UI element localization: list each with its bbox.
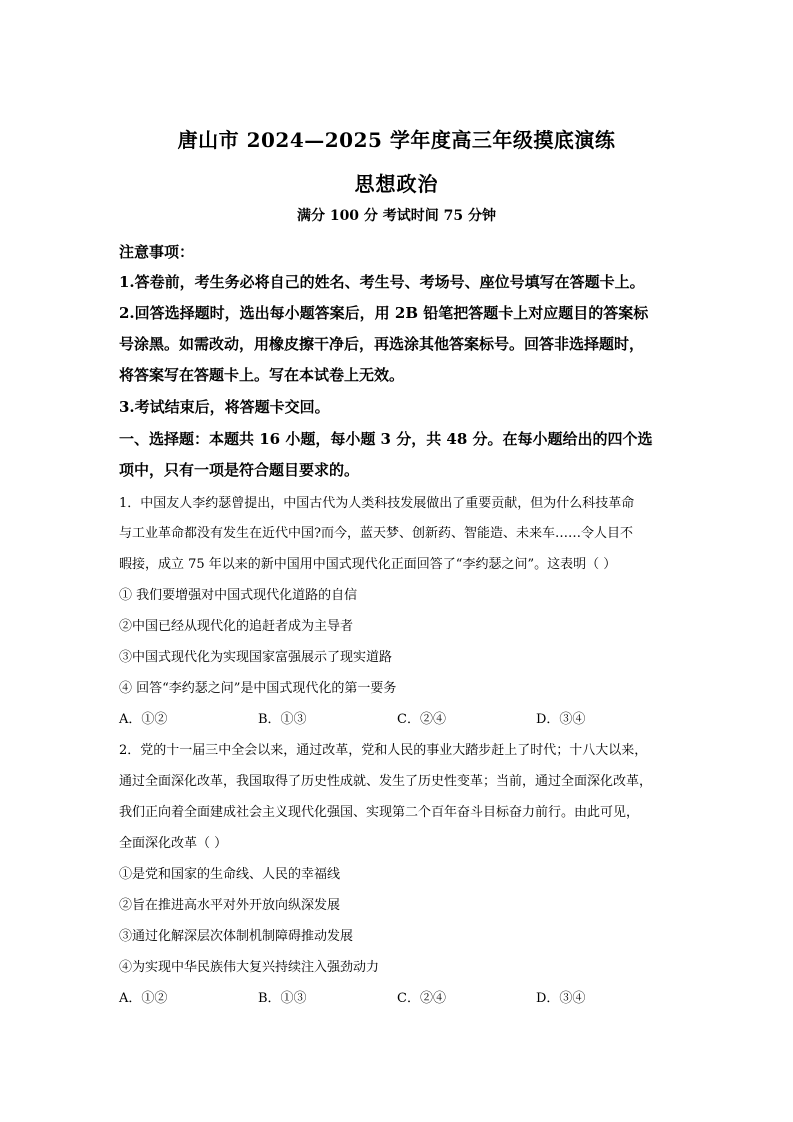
question-1-stem: 暇接，成立 75 年以来的新中国用中国式现代化正面回答了“李约瑟之问”。这表明（ ） xyxy=(119,557,617,572)
notice-line: 3.考试结束后，将答题卡交回。 xyxy=(119,398,330,416)
question-1-option-b[interactable]: B．①③ xyxy=(258,712,307,727)
exam-title: 唐山市 2024—2025 学年度高三年级摸底演练 xyxy=(177,128,616,152)
question-2-stem: 通过全面深化改革，我国取得了历史性成就、发生了历史性变革；当前，通过全面深化改革， xyxy=(119,774,653,789)
section-heading: 项中，只有一项是符合题目要求的。 xyxy=(119,461,360,479)
question-2-option-c[interactable]: C．②④ xyxy=(397,991,446,1006)
score-time-info: 满分 100 分 考试时间 75 分钟 xyxy=(296,208,497,224)
notice-line: 1.答卷前，考生务必将自己的姓名、考生号、考场号、座位号填写在答题卡上。 xyxy=(119,273,645,291)
question-2-stem: 我们正向着全面建成社会主义现代化强国、实现第二个百年奋斗目标奋力前行。由此可见， xyxy=(119,805,640,820)
question-2-statement: ②旨在推进高水平对外开放向纵深发展 xyxy=(119,898,341,913)
question-1-option-c[interactable]: C．②④ xyxy=(397,712,446,727)
question-1-statement: ① 我们要增强对中国式现代化道路的自信 xyxy=(119,588,358,603)
question-1-option-a[interactable]: A．①② xyxy=(119,712,168,727)
question-1-option-d[interactable]: D．③④ xyxy=(536,712,586,727)
question-2-stem: 2．党的十一届三中全会以来，通过改革，党和人民的事业大踏步赶上了时代；十八大以来， xyxy=(119,743,648,758)
notice-line: 将答案写在答题卡上。写在本试卷上无效。 xyxy=(119,366,405,384)
question-2-option-b[interactable]: B．①③ xyxy=(258,991,307,1006)
question-1-statement: ④ 回答“李约瑟之问”是中国式现代化的第一要务 xyxy=(119,681,397,696)
question-2-statement: ④为实现中华民族伟大复兴持续注入强劲动力 xyxy=(119,960,380,975)
question-2-statement: ③通过化解深层次体制机制障碍推动发展 xyxy=(119,929,354,944)
question-2-option-a[interactable]: A．①② xyxy=(119,991,168,1006)
question-1-stem: 1．中国友人李约瑟曾提出，中国古代为人类科技发展做出了重要贡献，但为什么科技革命 xyxy=(119,496,635,511)
question-1-stem: 与工业革命都没有发生在近代中国?而今，蓝天梦、创新药、智能造、未来车……令人目不 xyxy=(119,526,633,541)
question-1-statement: ③中国式现代化为实现国家富强展示了现实道路 xyxy=(119,650,393,665)
question-2-option-d[interactable]: D．③④ xyxy=(536,991,586,1006)
section-heading: 一、选择题：本题共 16 小题，每小题 3 分，共 48 分。在每小题给出的四个选 xyxy=(119,430,653,448)
notice-heading: 注意事项： xyxy=(119,243,195,261)
subject-title: 思想政治 xyxy=(354,172,439,196)
notice-line: 号涂黑。如需改动，用橡皮擦干净后，再选涂其他答案标号。回答非选择题时， xyxy=(119,335,645,353)
question-1-statement: ②中国已经从现代化的追赶者成为主导者 xyxy=(119,619,354,634)
question-2-statement: ①是党和国家的生命线、人民的幸福线 xyxy=(119,867,341,882)
question-2-stem: 全面深化改革（ ） xyxy=(119,836,228,851)
notice-line: 2.回答选择题时，选出每小题答案后，用 2B 铅笔把答题卡上对应题目的答案标 xyxy=(119,304,649,322)
